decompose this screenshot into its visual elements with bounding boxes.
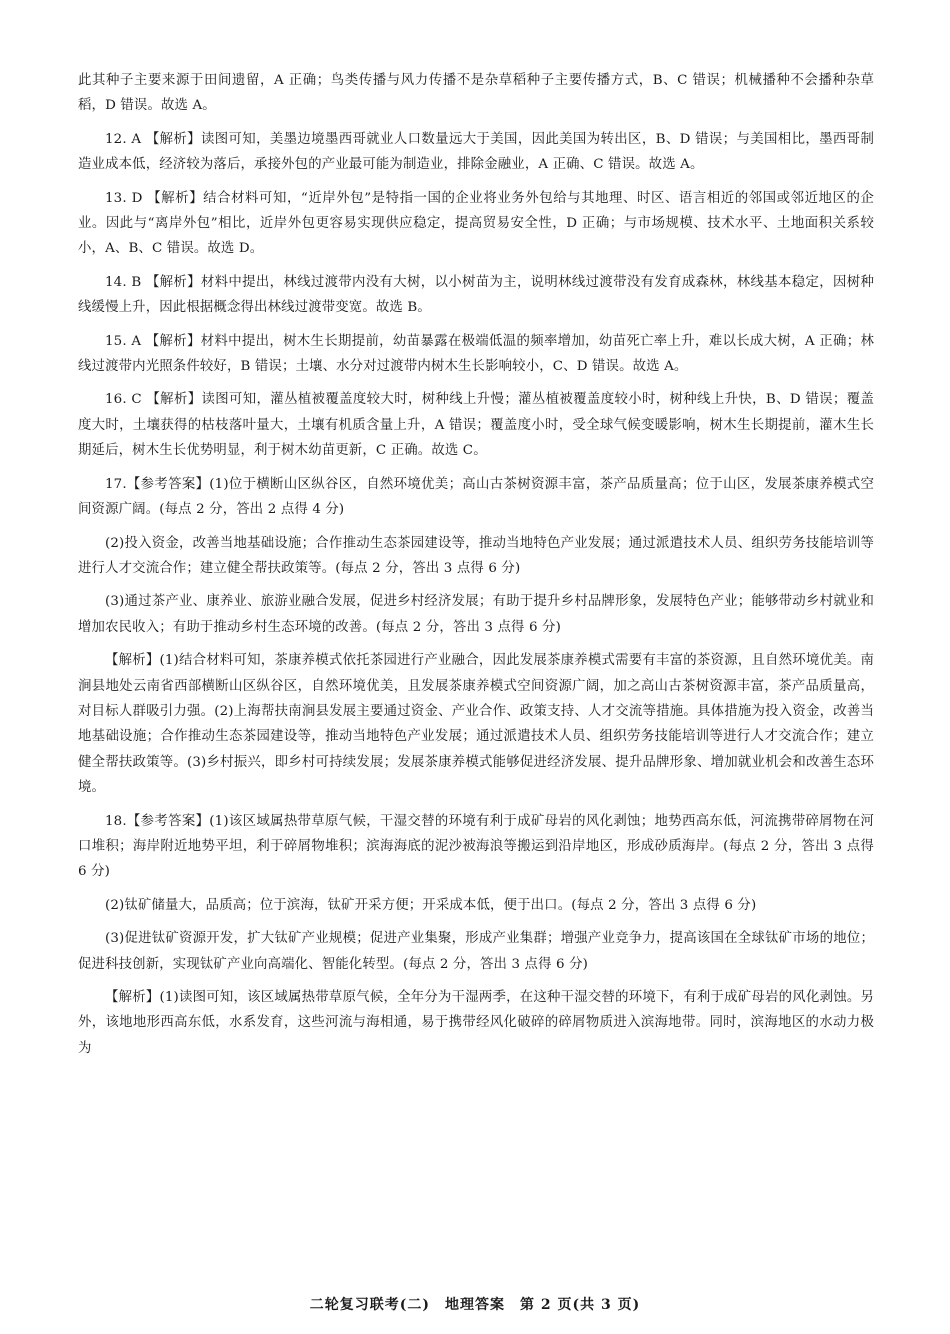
answer-q14: 14. B 【解析】材料中提出，林线过渡带内没有大树，以小树苗为主，说明林线过渡带没有发育成森林，林线基本稳定，因树种线缓慢上升，因此根据概念得出林线过渡带变宽。故选 B。 [78, 274, 874, 316]
answer-q12: 12. A 【解析】读图可知，美墨边境墨西哥就业人口数量远大于美国，因此美国为转出区，B、D 错误；与美国相比，墨西哥制造业成本低，经济较为落后，承接外包的产业最可能为制造业，排除金融业，A 正确、C 错误。故选 A。 [78, 131, 874, 173]
analysis-q18: 【解析】(1)读图可知，该区域属热带草原气候，全年分为干湿两季，在这种干湿交替的环境下，有利于成矿母岩的风化剥蚀。另外，该地地形西高东低，水系发育，这些河流与海相通，易于携带经风化破碎的碎屑物质进入滨海地带。同时，滨海地区的水动力极为 [78, 990, 874, 1056]
answer-content [78, 68, 874, 1069]
analysis-q17: 【解析】(1)结合材料可知，茶康养模式依托茶园进行产业融合，因此发展茶康养模式需要有丰富的茶资源，且自然环境优美。南涧县地处云南省西部横断山区纵谷区，自然环境优美，且发展茶康养模式空间资源广阔，加之高山古茶树资源丰富，茶产品质量高，对目标人群吸引力强。(2)上海帮扶南涧县发展主要通过资金、产业合作、政策支持、人才交流等措施。具体措施为投入资金，改善当地基础设施；合作推动生态茶园建设等，推动当地特色产业发展；通过派遣技术人员、组织劳务技能培训等进行人才交流合作；建立健全帮扶政策等。(3)乡村振兴，即乡村可持续发展；发展茶康养模式能够促进经济发展、提升品牌形象、增加就业机会和改善生态环境。 [78, 653, 874, 796]
answer-q16: 16. C 【解析】读图可知，灌丛植被覆盖度较大时，树种线上升慢；灌丛植被覆盖度较小时，树种线上升快，B、D 错误；覆盖度大时，土壤获得的枯枝落叶量大，土壤有机质含量上升，A 错误；覆盖度小时，受全球气候变暖影响，树木生长期提前，灌木生长期延后，树木生长优势明显，利于树木幼苗更新，C 正确。故选 C。 [78, 392, 874, 459]
answer-q18-part2: (2)钛矿储量大，品质高；位于滨海，钛矿开采方便；开采成本低，便于出口。(每点 2 分，答出 3 点得 6 分) [105, 897, 757, 913]
answer-q17-part3: (3)通过茶产业、康养业、旅游业融合发展，促进乡村经济发展；有助于提升乡村品牌形象，发展特色产业；能够带动乡村就业和增加农民收入；有助于推动乡村生态环境的改善。(每点 2 分，答出 3 点得 6 分) [78, 594, 874, 635]
answer-q18-part3: (3)促进钛矿资源开发，扩大钛矿产业规模；促进产业集聚，形成产业集群；增强产业竞争力，提高该国在全球钛矿市场的地位；促进科技创新，实现钛矿产业向高端化、智能化转型。(每点 2 分，答出 3 点得 6 分) [78, 931, 874, 972]
answer-q18-part1: 18.【参考答案】(1)该区域属热带草原气候，干湿交替的环境有利于成矿母岩的风化剥蚀；地势西高东低，河流携带碎屑物在河口堆积；海岸附近地势平坦，利于碎屑物堆积；滨海海底的泥沙被海浪等搬运到沿岸地区，形成砂质海岸。(每点 2 分，答出 3 点得 6 分) [78, 813, 874, 880]
answer-q15: 15. A 【解析】材料中提出，树木生长期提前，幼苗暴露在极端低温的频率增加，幼苗死亡率上升，难以长成大树，A 正确；林线过渡带内光照条件较好，B 错误；土壤、水分对过渡带内树木生长影响较小，C、D 错误。故选 A。 [78, 333, 874, 375]
answer-q13: 13. D 【解析】结合材料可知，“近岸外包”是特指一国的企业将业务外包给与其地理、时区、语言相近的邻国或邻近地区的企业。因此与“离岸外包”相比，近岸外包更容易实现供应稳定，提高贸易安全性，D 正确；与市场规模、技术水平、土地面积关系较小，A、B、C 错误。故选 D。 [78, 190, 874, 257]
answer-q17-part2: (2)投入资金，改善当地基础设施；合作推动生态茶园建设等，推动当地特色产业发展；通过派遣技术人员、组织劳务技能培训等进行人才交流合作；建立健全帮扶政策等。(每点 2 分，答出 3 点得 6 分) [78, 535, 874, 576]
paragraph-continuation: 此其种子主要来源于田间遗留，A 正确；鸟类传播与风力传播不是杂草稻种子主要传播方式，B、C 错误；机械播种不会播种杂草稻，D 错误。故选 A。 [78, 73, 874, 114]
page-footer: 二轮复习联考(二) 地理答案 第 2 页(共 3 页) [309, 1297, 641, 1313]
answer-q17-part1: 17.【参考答案】(1)位于横断山区纵谷区，自然环境优美；高山古茶树资源丰富，茶产品质量高；位于山区，发展茶康养模式空间资源广阔。(每点 2 分，答出 2 点得 4 分) [78, 476, 874, 518]
